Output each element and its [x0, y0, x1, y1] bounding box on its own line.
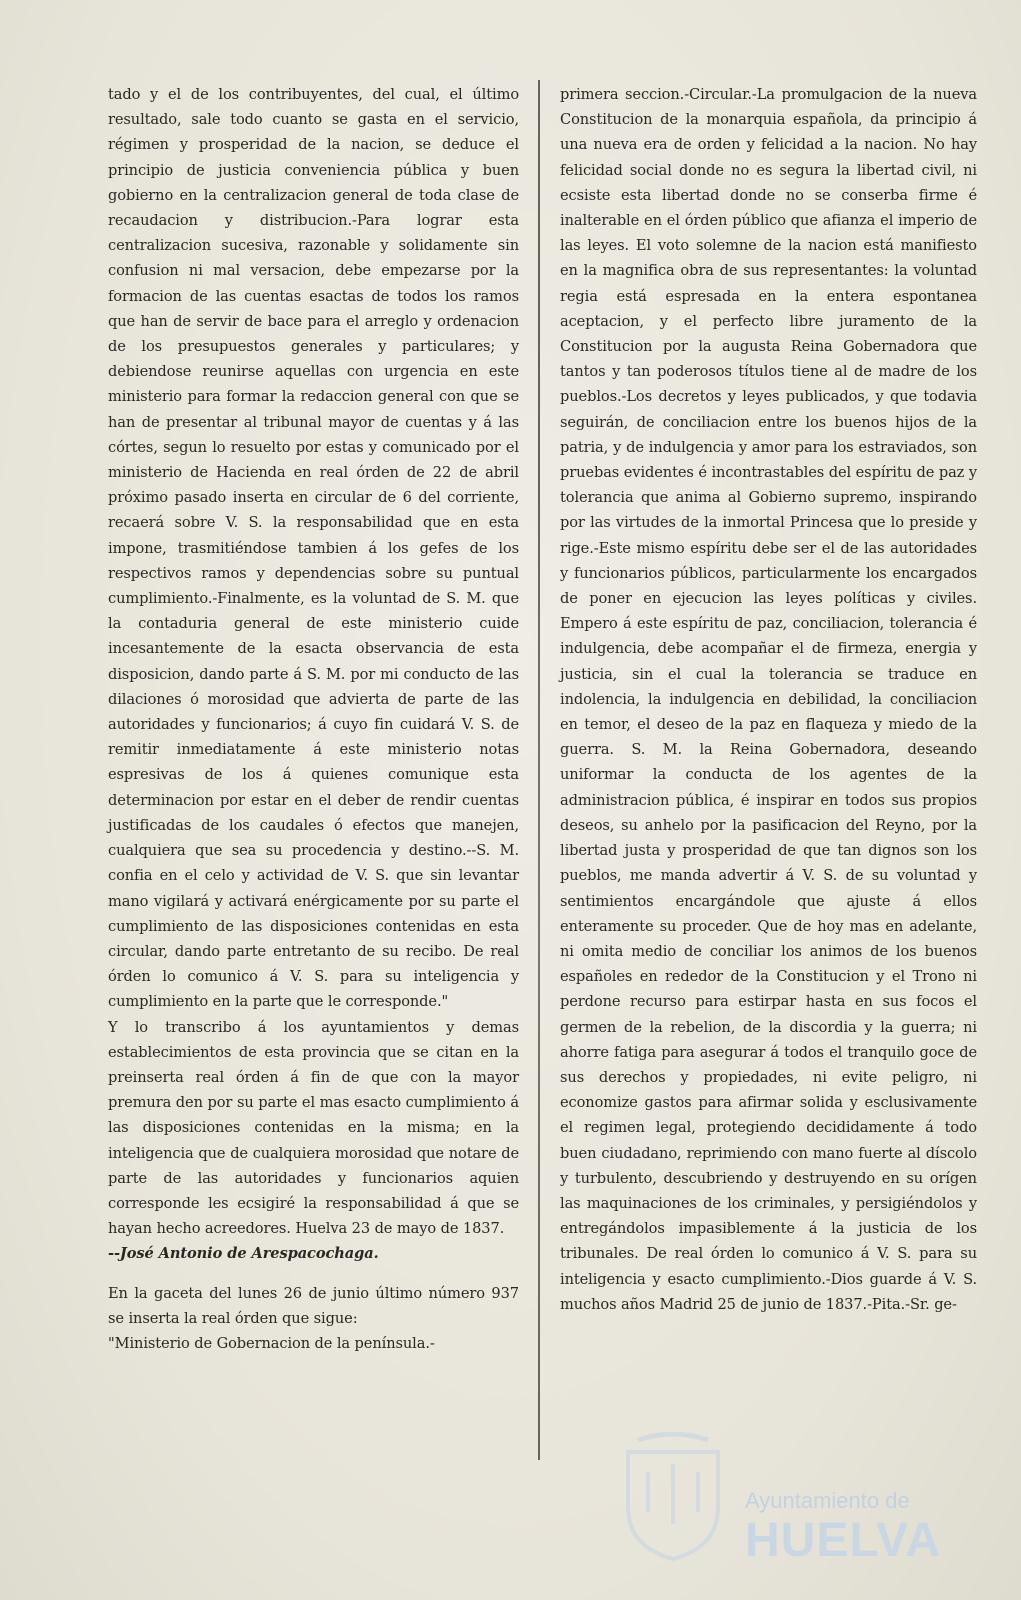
right-paragraph-royal-order: primera seccion.-Circular.-La promulgacion de la nueva Constitucion de la monarquia española, da principio á una nueva era de orden y felicidad a la nacion. No hay felicidad social donde no es segura la libertad civil, ni ecsiste esta libertad donde no se conserba firme é inalterable en el órden público que afianza el imperio de las leyes. El voto solemne de la nacion está manifiesto en la magnifica obra de sus representantes: la voluntad regia está espresada en la entera espontanea aceptacion, y el perfecto libre juramento de la Constitucion por la augusta Reina Gobernadora que tantos y tan poderosos títulos tiene al de madre de los pueblos.-Los decretos y leyes publicados, y que todavia seguirán, de conciliacion entre los buenos hijos de la patria, y de indulgencia y amor para los estraviados, son pruebas evidentes é incontrastables del espíritu de paz y tolerancia que anima al Gobierno supremo, inspirando por las virtudes de la inmortal Princesa que lo preside y rige.-Este mismo espíritu debe ser el de las autoridades y funcionarios públicos, particularmente los encargados de poner en ejecucion las leyes políticas y civiles. Empero á este espíritu de paz, conciliacion, tolerancia é indulgencia, debe acompañar el de firmeza, energia y justicia, sin el cual la tolerancia se traduce en indolencia, la indulgencia en debilidad, la conciliacion en temor, el deseo de la paz en flaqueza y miedo de la guerra. S. M. la Reina Gobernadora, deseando uniformar la conducta de los agentes de la administracion pública, é inspirar en todos sus propios deseos, su anhelo por la pasificacion del Reyno, por la libertad justa y prosperidad de que tan dignos son los pueblos, me manda advertir á V. S. de su voluntad y sentimientos encargándole que ajuste á ellos enteramente su proceder. Que de hoy mas en adelante, ni omita medio de conciliar los animos de los buenos españoles en rededor de la Constitucion y el Trono ni perdone recurso para estirpar hasta en sus focos el germen de la rebelion, de la discordia y la guerra; ni ahorre fatiga para asegurar á todos el tranquilo goce de sus derechos y propiedades, ni evite peligro, ni economize gastos para afirmar solida y esclusivamente el regimen legal, protegiendo decididamente á todo buen ciudadano, reprimiendo con mano fuerte al díscolo y turbulento, descubriendo y destruyendo en su orígen las maquinaciones de los criminales, y persigiéndolos y entregándolos impasiblemente á la justicia de los tribunales. De real órden lo comunico á V. S. para su inteligencia y esacto cumplimiento.-Dios guarde á V. S. muchos años Madrid 25 de junio de 1837.-Pita.-Sr. ge- [560, 86, 977, 1313]
watermark-line-2: HUELVA [745, 1514, 942, 1567]
column-divider [538, 80, 540, 1460]
left-column [108, 82, 519, 1356]
left-paragraph-circular: tado y el de los contribuyentes, del cual, el último resultado, sale todo cuanto se gasta en el servicio, régimen y prosperidad de la nacion, se deduce el principio de justicia conveniencia pública y buen gobierno en la centralizacion general de toda clase de recaudacion y distribucion.-Para lograr esta centralizacion sucesiva, razonable y solidamente sin confusion ni mal versacion, debe empezarse por la formacion de las cuentas esactas de todos los ramos que han de servir de bace para el arreglo y ordenacion de los presupuestos generales y particulares; y debiendose reunirse aquellas con urgencia en este ministerio para formar la redaccion general con que se han de presentar al tribunal mayor de cuentas y á las córtes, segun lo resuelto por estas y comunicado por el ministerio de Hacienda en real órden de 22 de abril próximo pasado inserta en circular de 6 del corriente, recaerá sobre V. S. la responsabilidad que en esta impone, trasmitiéndose tambien á los gefes de los respectivos ramos y dependencias sobre su puntual cumplimiento.-Finalmente, es la voluntad de S. M. que la contaduria general de este ministerio cuide incesantemente de la esacta observancia de esta disposicion, dando parte á S. M. por mi conducto de las dilaciones ó morosidad que advierta de parte de las autoridades y funcionarios; á cuyo fin cuidará V. S. de remitir inmediatamente á este ministerio notas espresivas de los á quienes comunique esta determinacion por estar en el deber de rendir cuentas justificadas de los caudales ó efectos que manejen, cualquiera que sea su procedencia y destino.--S. M. confia en el celo y actividad de V. S. que sin levantar mano vigilará y activará enérgicamente por su parte el cumplimiento de las disposiciones contenidas en esta circular, dando parte entretanto de su recibo. De real órden lo comunico á V. S. para su inteligencia y cumplimiento en la parte que le corresponde." [108, 86, 519, 1011]
left-paragraph-ministry: "Ministerio de Gobernacion de la península.- [108, 1334, 435, 1352]
left-paragraph-gazette: En la gaceta del lunes 26 de junio último número 937 se inserta la real órden que sigue: [108, 1284, 519, 1327]
left-paragraph-transcription: Y lo transcribo á los ayuntamientos y demas establecimientos de esta provincia que se citan en la preinserta real órden á fin de que con la mayor premura den por su parte el mas esacto cumplimiento á las disposiciones contenidas en la misma; en la inteligencia que de cualquiera morosidad que notare de parte de las autoridades y funcionarios aquien corresponde les ecsigiré la responsabilidad á que se hayan hecho acreedores. Huelva 23 de mayo de 1837. [108, 1018, 519, 1238]
right-column [560, 82, 977, 1317]
watermark-line-1: Ayuntamiento de [745, 1488, 910, 1513]
signature: --José Antonio de Arespacochaga. [108, 1245, 379, 1263]
